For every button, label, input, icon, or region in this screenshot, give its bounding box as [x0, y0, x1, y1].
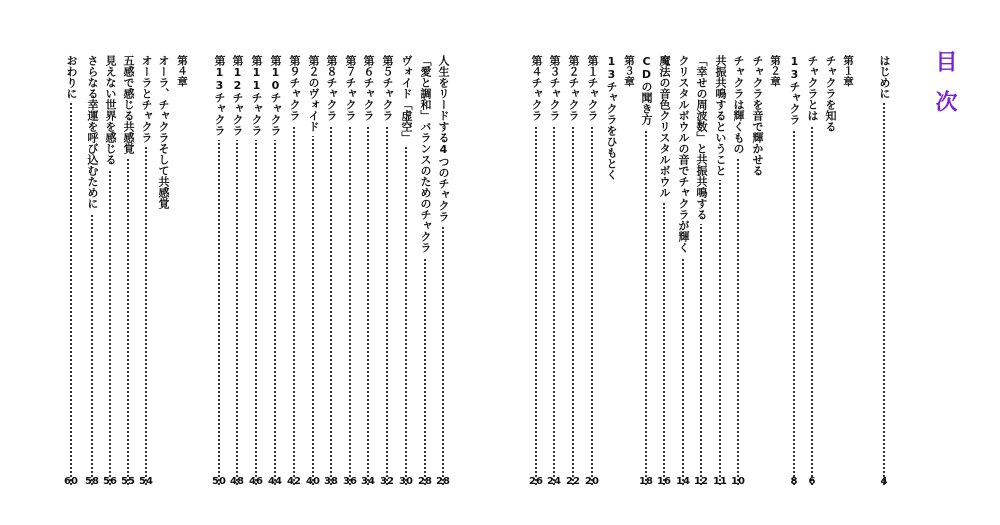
page-number: 46	[249, 476, 263, 487]
page-number: 28	[418, 476, 432, 487]
page-number: 8	[790, 476, 798, 487]
toc-entry-title: 第１章	[842, 55, 854, 91]
toc-entry-title: 第４章	[176, 55, 188, 91]
toc-entry	[750, 55, 764, 485]
page-number: 32	[380, 476, 394, 487]
toc-entry-title: 人生をリードする4つのチャクラ	[437, 55, 450, 226]
toc-entry[interactable]	[585, 55, 599, 485]
page-number: 42	[287, 476, 301, 487]
toc-entry[interactable]	[139, 55, 153, 485]
toc-entry-title: 第11チャクラ	[250, 55, 263, 140]
page-number: 26	[529, 476, 543, 487]
chapter-heading	[622, 55, 636, 95]
toc-entry[interactable]	[877, 55, 891, 485]
leader-dots	[883, 55, 885, 485]
page-number: 24	[547, 476, 561, 487]
toc-entry-title: 第12チャクラ	[231, 55, 244, 140]
toc-entry[interactable]	[268, 55, 282, 485]
page-number: 58	[85, 476, 99, 487]
toc-entry-title: 13チャクラをひもとく	[605, 55, 618, 184]
toc-entry-title: 魔法の音色クリスタルボウル	[658, 55, 671, 202]
toc-entry-title: 第９チャクラ	[288, 55, 301, 125]
toc-entry[interactable]	[529, 55, 543, 485]
toc-entry-title: 第１チャクラ	[586, 55, 599, 125]
toc-entry-title: 第13チャクラ	[213, 55, 226, 140]
toc-entry-title: 第４チャクラ	[530, 55, 543, 125]
toc-entry-title: 第３章	[623, 55, 635, 91]
toc-entry[interactable]	[787, 55, 801, 485]
toc-entry-title: CDの聞き方	[640, 55, 653, 129]
toc-entry[interactable]	[436, 55, 450, 485]
chapter-heading	[841, 55, 855, 95]
leader-dots	[70, 55, 72, 485]
toc-entry-title: はじめに	[878, 55, 891, 103]
toc-entry[interactable]	[287, 55, 301, 485]
page-number: 40	[306, 476, 320, 487]
toc-entry[interactable]	[343, 55, 357, 485]
page-number: 34	[361, 476, 375, 487]
toc-entry[interactable]	[713, 55, 727, 485]
toc-entry-title: チャクラとは	[806, 55, 819, 125]
toc-entry[interactable]	[103, 55, 117, 485]
toc-entry-title: 第10チャクラ	[269, 55, 282, 140]
toc-entry-title: さらなる幸運を呼び込むために	[86, 55, 99, 213]
toc-entry-title: オーラ、チャクラそして共感覚	[157, 55, 170, 213]
toc-entry[interactable]	[85, 55, 99, 485]
toc-entry[interactable]	[306, 55, 320, 485]
toc-entry[interactable]	[361, 55, 375, 485]
toc-entry[interactable]	[694, 55, 708, 485]
toc-entry[interactable]	[639, 55, 653, 485]
toc-entry-title: チャクラを音で輝かせる	[751, 55, 764, 180]
toc-entry[interactable]	[676, 55, 690, 485]
chapter-heading	[768, 55, 782, 95]
page-number: 6	[808, 476, 816, 487]
toc-entry-title: おわりに	[65, 55, 78, 103]
page-number: 48	[230, 476, 244, 487]
toc-entry[interactable]	[418, 55, 432, 485]
toc-entry-title: 見えない世界を感じる	[104, 55, 117, 169]
toc-entry[interactable]	[249, 55, 263, 485]
toc-entry	[823, 55, 837, 485]
toc-entry-title: 第２チャクラ	[567, 55, 580, 125]
page-number: 18	[639, 476, 653, 487]
page-number: 54	[139, 476, 153, 487]
page-number: 56	[103, 476, 117, 487]
page-number: 14	[676, 476, 690, 487]
toc-entry[interactable]	[731, 55, 745, 485]
toc-entry	[156, 55, 170, 485]
page-number: 36	[343, 476, 357, 487]
toc-entry-title: クリスタルボウルの音でチャクラが輝く	[677, 55, 690, 257]
toc-entry-title: 第５チャクラ	[381, 55, 394, 125]
toc-entry-title: 「幸せの周波数」と共振共鳴する	[695, 55, 708, 224]
page-number: 44	[268, 476, 282, 487]
page-number: 60	[64, 476, 78, 487]
page-number: 10	[731, 476, 745, 487]
page-number: 12	[694, 476, 708, 487]
toc-entry-title: オーラとチャクラ	[140, 55, 153, 147]
toc-entry-title: 共振共鳴するということ	[714, 55, 727, 180]
toc-entry[interactable]	[547, 55, 561, 485]
toc-entry[interactable]	[121, 55, 135, 485]
page-number: 20	[585, 476, 599, 487]
toc-entry[interactable]	[64, 55, 78, 485]
toc-entry-title: 五感で感じる共感覚	[122, 55, 135, 158]
page-number: 22	[566, 476, 580, 487]
toc-title: 目次	[932, 50, 957, 130]
toc-entry[interactable]	[399, 55, 413, 485]
page-number: 28	[436, 476, 450, 487]
toc-entry[interactable]	[212, 55, 226, 485]
toc-entry[interactable]	[380, 55, 394, 485]
page-number: 38	[324, 476, 338, 487]
toc-entry[interactable]	[324, 55, 338, 485]
toc-entry[interactable]	[566, 55, 580, 485]
toc-entry-title: 第２章	[769, 55, 781, 91]
toc-entry-title: チャクラを知る	[824, 55, 837, 136]
page-number: 11	[713, 476, 727, 487]
chapter-heading	[175, 55, 189, 95]
toc-entry-title: 第６チャクラ	[362, 55, 375, 125]
page-number: 50	[212, 476, 226, 487]
toc-entry[interactable]	[805, 55, 819, 485]
toc-entry[interactable]	[657, 55, 671, 485]
page-number: 30	[399, 476, 413, 487]
page-number: 16	[657, 476, 671, 487]
toc-entry-title: 13チャクラ	[788, 55, 801, 129]
toc-entry-title: チャクラは輝くもの	[732, 55, 745, 158]
toc-entry[interactable]	[230, 55, 244, 485]
toc-entry-title: 「愛と調和」バランスのためのチャクラ	[419, 55, 432, 257]
toc-entry-title: 第３チャクラ	[548, 55, 561, 125]
toc-entry-title: ヴォイド「虚空」	[400, 55, 413, 147]
toc-entry-title: 第７チャクラ	[344, 55, 357, 125]
toc-entry-title: 第８チャクラ	[325, 55, 338, 125]
toc-entry	[604, 55, 618, 485]
page-number: 4	[880, 476, 888, 487]
page-number: 55	[121, 476, 135, 487]
toc-entry-title: 第２のヴォイド	[307, 55, 320, 136]
